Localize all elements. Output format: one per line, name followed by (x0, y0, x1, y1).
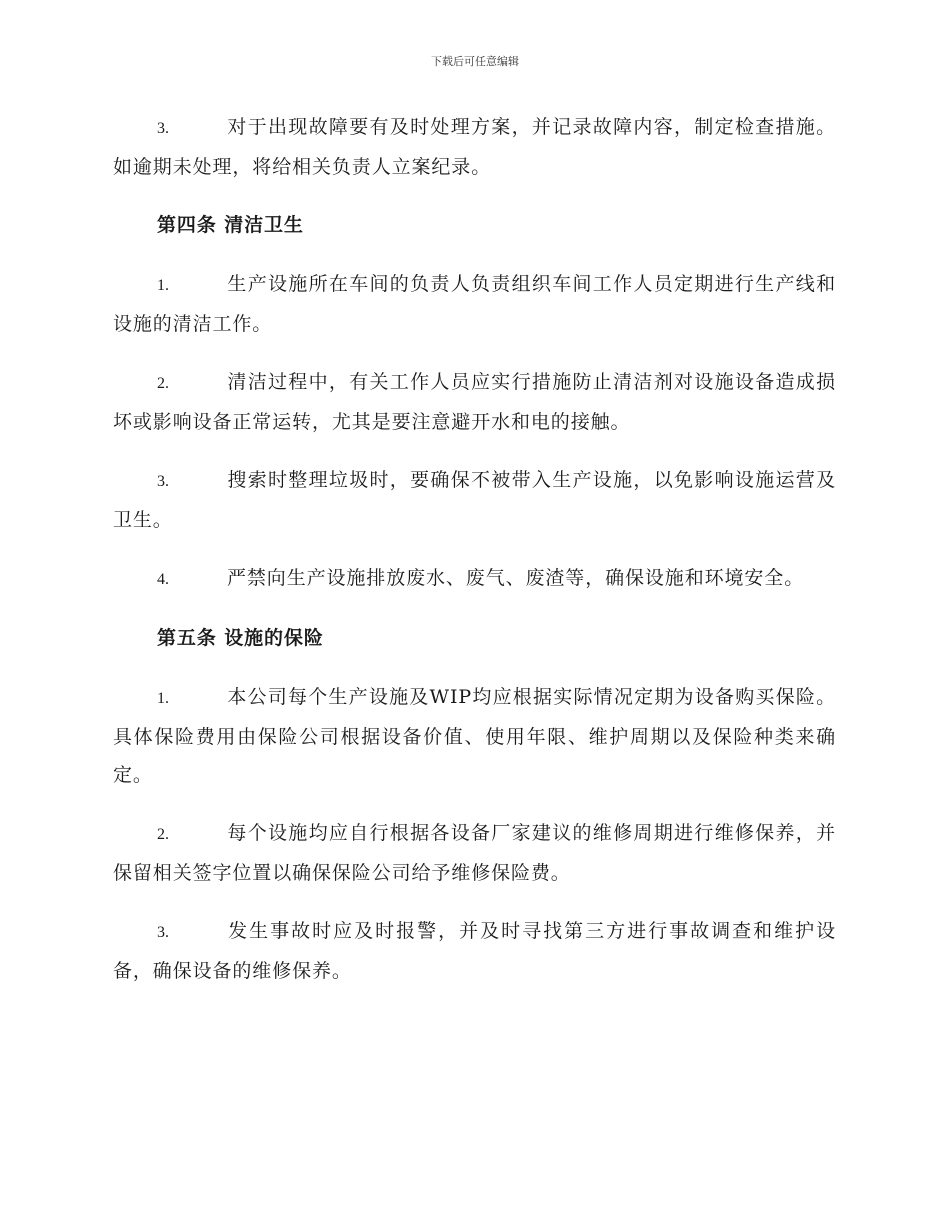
list-item (113, 265, 836, 343)
item-text: 发生事故时应及时报警，并及时寻找第三方进行事故调查和维护设备，确保设备的维修保养。 (113, 920, 836, 982)
section-heading: 第四条 清洁卫生 (157, 214, 304, 236)
list-item (113, 678, 836, 794)
list-item (113, 461, 836, 539)
item-text: 清洁过程中，有关工作人员应实行措施防止清洁剂对设施设备造成损坏或影响设备正常运转，尤其是要注意避开水和电的接触。 (113, 371, 836, 433)
item-text: 严禁向生产设施排放废水、废气、废渣等，确保设施和环境安全。 (227, 567, 805, 589)
item-number: 3. (157, 924, 169, 941)
item-number: 3. (157, 473, 169, 490)
list-item (113, 814, 836, 892)
list-item (113, 559, 836, 599)
list-item (113, 912, 836, 990)
item-text: 生产设施所在车间的负责人负责组织车间工作人员定期进行生产线和设施的清洁工作。 (113, 273, 836, 335)
list-item (113, 108, 836, 186)
item-number: 4. (157, 571, 169, 588)
list-item (113, 363, 836, 441)
item-text: 本公司每个生产设施及WIP均应根据实际情况定期为设备购买保险。具体保险费用由保险公司根据设备价值、使用年限、维护周期以及保险种类来确定。 (113, 686, 836, 786)
section-heading: 第五条 设施的保险 (157, 627, 324, 649)
item-number: 2. (157, 375, 169, 392)
item-number: 3. (157, 120, 169, 137)
document-body (113, 108, 836, 1010)
item-number: 2. (157, 826, 169, 843)
item-number: 1. (157, 277, 169, 294)
item-text: 搜索时整理垃圾时，要确保不被带入生产设施，以免影响设施运营及卫生。 (113, 469, 836, 531)
item-text: 每个设施均应自行根据各设备厂家建议的维修周期进行维修保养，并保留相关签字位置以确保保险公司给予维修保险费。 (113, 822, 836, 884)
page-header: 下载后可任意编辑 (431, 55, 519, 68)
item-text: 对于出现故障要有及时处理方案，并记录故障内容，制定检查措施。如逾期未处理，将给相关负责人立案纪录。 (113, 116, 836, 178)
item-number: 1. (157, 690, 169, 707)
